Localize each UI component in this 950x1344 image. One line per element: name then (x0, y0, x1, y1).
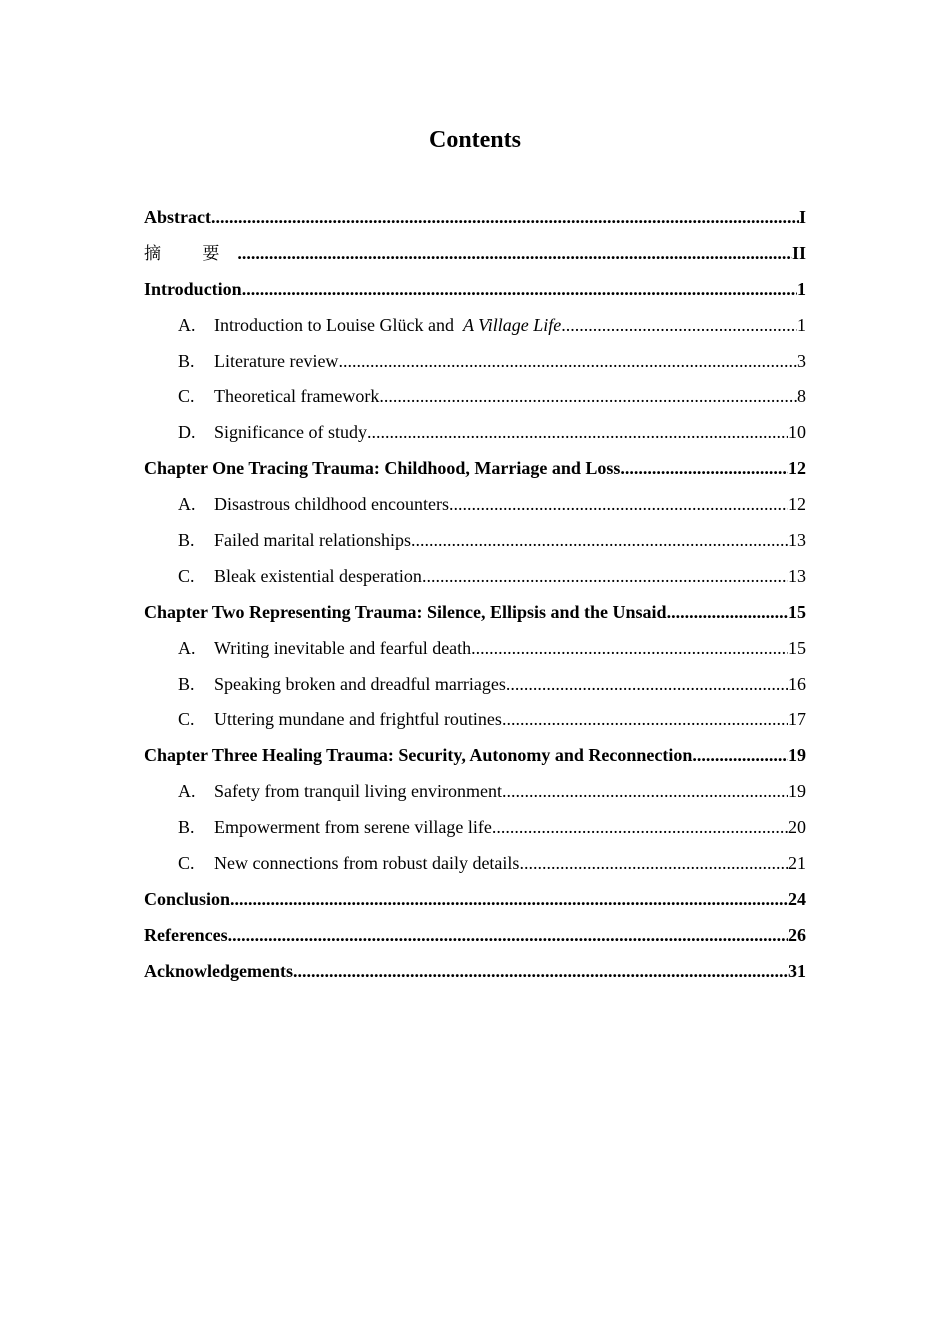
toc-subentry-letter: C. (178, 709, 195, 730)
dot-leader (519, 848, 788, 878)
toc-subentry[interactable] (144, 848, 806, 884)
toc-entry-label: Writing inevitable and fearful death (214, 637, 472, 658)
toc-page-number: 1 (797, 278, 806, 299)
dot-leader (411, 525, 788, 555)
dot-leader (237, 238, 792, 268)
toc-page-number: 12 (788, 494, 806, 515)
toc-page-number: 3 (797, 350, 806, 371)
dot-leader (561, 310, 797, 340)
toc-subentry-letter: B. (178, 350, 195, 371)
toc-entry-label: Safety from tranquil living environment (214, 781, 502, 802)
toc-entry-label: Significance of study (214, 422, 367, 443)
toc-entry-label: Introduction (144, 278, 242, 299)
toc-subentry[interactable] (144, 381, 806, 417)
toc-page-number: 12 (788, 458, 806, 479)
toc-entry-label: Chapter One Tracing Trauma: Childhood, Marriage and Loss (144, 458, 621, 479)
toc-page-number: 1 (797, 314, 806, 335)
dot-leader (667, 597, 788, 627)
toc-page-number: II (791, 242, 806, 263)
toc-entry-label: Acknowledgements (144, 960, 293, 981)
toc-entry-chinese-abstract[interactable] (144, 238, 806, 274)
toc-subentry-letter: C. (178, 386, 195, 407)
toc-subentry[interactable] (144, 633, 806, 669)
toc-entry-label: Conclusion (144, 888, 231, 909)
toc-page-number: 24 (788, 888, 806, 909)
dot-leader (338, 346, 797, 376)
toc-subentry[interactable] (144, 525, 806, 561)
dot-leader (211, 202, 799, 232)
page-title: Contents (428, 127, 521, 153)
toc-subentry-letter: B. (178, 530, 195, 551)
table-of-contents (144, 202, 806, 992)
toc-entry-acknowledgements[interactable] (144, 956, 806, 992)
toc-entry-chapter-three[interactable] (144, 740, 806, 776)
dot-leader (228, 920, 788, 950)
dot-leader (506, 669, 788, 699)
toc-entry-label: References (144, 924, 228, 945)
toc-entry-references[interactable] (144, 920, 806, 956)
dot-leader (502, 704, 788, 734)
toc-subentry[interactable] (144, 561, 806, 597)
toc-page-number: I (798, 207, 806, 227)
dot-leader (230, 884, 788, 914)
toc-entry-label: Chapter Three Healing Trauma: Security, Autonomy and Reconnection (144, 745, 693, 766)
dot-leader (379, 381, 797, 411)
toc-subentry-letter: C. (178, 565, 195, 586)
toc-subentry[interactable] (144, 346, 806, 382)
toc-page-number: 21 (788, 853, 806, 874)
dot-leader (492, 812, 788, 842)
toc-page-number: 15 (788, 637, 806, 658)
toc-subentry[interactable] (144, 669, 806, 705)
dot-leader (471, 633, 788, 663)
toc-entry-label: Literature review (214, 350, 339, 371)
toc-subentry[interactable] (144, 489, 806, 525)
toc-subentry-letter: B. (178, 673, 195, 694)
toc-page-number: 31 (788, 960, 806, 981)
toc-page-number: 15 (788, 601, 806, 622)
toc-subentry[interactable] (144, 776, 806, 812)
toc-entry-chapter-two[interactable] (144, 597, 806, 633)
toc-entry-label-title: A Village Life (462, 314, 562, 335)
toc-entry-label: Theoretical framework (214, 386, 380, 407)
toc-subentry-letter: B. (178, 817, 195, 838)
toc-page-number: 26 (788, 924, 806, 945)
toc-entry-abstract[interactable] (144, 202, 806, 238)
toc-entry-label: New connections from robust daily details (214, 853, 520, 874)
toc-page-number: 8 (797, 386, 806, 407)
toc-page-number: 10 (788, 422, 806, 443)
toc-entry-label-text: Introduction to Louise Glück and (214, 314, 454, 335)
toc-page-number: 16 (788, 673, 806, 694)
toc-entry-label: Failed marital relationships (214, 530, 411, 551)
toc-subentry[interactable] (144, 310, 806, 346)
toc-page-number: 13 (788, 565, 806, 586)
toc-subentry[interactable] (144, 704, 806, 740)
toc-subentry-letter: D. (178, 422, 196, 443)
toc-page-number: 20 (788, 817, 806, 838)
toc-subentry-letter: A. (178, 637, 196, 658)
toc-page-number: 19 (788, 781, 806, 802)
toc-subentry-letter: A. (178, 314, 196, 335)
dot-leader (449, 489, 788, 519)
toc-entry-label: Speaking broken and dreadful marriages (214, 673, 506, 694)
toc-entry-label: Bleak existential desperation (214, 565, 422, 586)
toc-page-number: 17 (788, 709, 806, 730)
toc-entry-label: Abstract (144, 207, 211, 227)
toc-subentry-letter: C. (178, 853, 195, 874)
toc-subentry-letter: A. (178, 781, 196, 802)
toc-subentry[interactable] (144, 417, 806, 453)
toc-entry-conclusion[interactable] (144, 884, 806, 920)
toc-entry-introduction[interactable] (144, 274, 806, 310)
toc-page-number: 13 (788, 530, 806, 551)
dot-leader (293, 956, 788, 986)
dot-leader (242, 274, 797, 304)
dot-leader (620, 453, 788, 483)
toc-entry-chapter-one[interactable] (144, 453, 806, 489)
toc-entry-label: 摘 要 (144, 243, 238, 264)
toc-subentry[interactable] (144, 812, 806, 848)
dot-leader (692, 740, 788, 770)
dot-leader (502, 776, 788, 806)
toc-entry-label: Disastrous childhood encounters (214, 494, 449, 515)
toc-entry-label (214, 310, 561, 340)
toc-subentry-letter: A. (178, 494, 196, 515)
toc-entry-label: Uttering mundane and frightful routines (214, 709, 502, 730)
toc-entry-label: Empowerment from serene village life (214, 817, 492, 838)
toc-page-number: 19 (788, 745, 806, 766)
toc-entry-label: Chapter Two Representing Trauma: Silence, Ellipsis and the Unsaid (144, 601, 667, 622)
dot-leader (422, 561, 788, 591)
dot-leader (367, 417, 788, 447)
